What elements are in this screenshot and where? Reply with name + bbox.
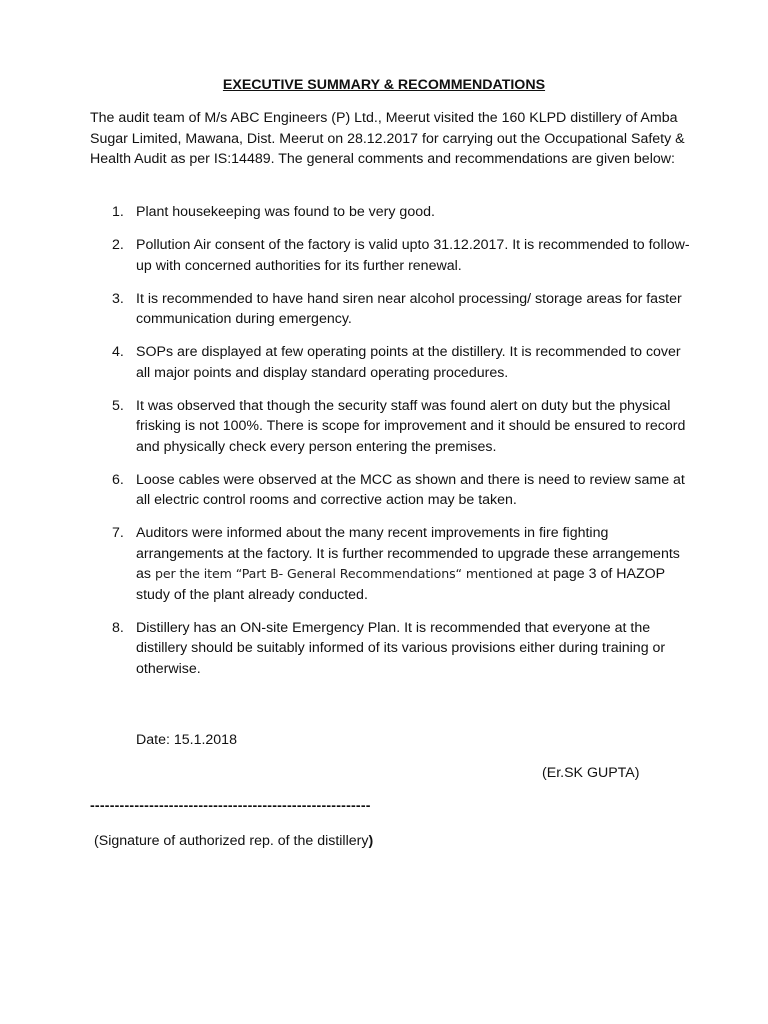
signer-name: (Er.SK GUPTA): [542, 765, 640, 781]
list-item-number: 6.: [112, 471, 124, 488]
document-date: Date: 15.1.2018: [136, 732, 237, 748]
list-item: [90, 235, 690, 276]
list-item-text-part-c: page 3 of HAZOP study of the plant already conducted.: [136, 566, 665, 603]
list-item-text: Plant housekeeping was found to be very good.: [136, 204, 435, 220]
list-item-number: 3.: [112, 290, 124, 307]
signature-label-text: (Signature of authorized rep. of the distillery: [94, 833, 369, 849]
signature-dash-line: ---------------------------------------------------------: [90, 798, 371, 814]
list-item: [90, 470, 690, 511]
list-item-number: 8.: [112, 619, 124, 636]
intro-paragraph: The audit team of M/s ABC Engineers (P) Ltd., Meerut visited the 160 KLPD distillery of Amba Sugar Limited, Mawana, Dist. Meerut on 28.12.2017 for carrying out the Occupational Safety & Health Audit as per IS:14489. The general comments and recommendations are given below:: [90, 110, 685, 167]
recommendations-list: [90, 202, 690, 692]
list-item: [90, 289, 690, 330]
list-item-text: Distillery has an ON-site Emergency Plan. It is recommended that everyone at the distillery should be suitably informed of its various provisions either during training or otherwise.: [136, 619, 666, 677]
list-item-number: 7.: [112, 525, 124, 541]
list-item: [90, 523, 690, 605]
list-item-number: 2.: [112, 237, 124, 253]
list-item: [90, 618, 690, 680]
document-title: EXECUTIVE SUMMARY & RECOMMENDATIONS: [222, 77, 546, 93]
list-item: [90, 396, 690, 458]
list-item-text: It is recommended to have hand siren near alcohol processing/ storage areas for faster communication during emergency.: [136, 290, 682, 327]
list-item-text: SOPs are displayed at few operating points at the distillery. It is recommended to cover all major points and display standard operating procedures.: [136, 344, 681, 381]
list-item: [90, 342, 690, 383]
list-item-text: Loose cables were observed at the MCC as shown and there is need to review same at all electric control rooms and corrective action may be taken.: [136, 471, 685, 508]
list-item-number: 4.: [112, 344, 124, 360]
list-item-text: It was observed that though the security staff was found alert on duty but the physical frisking is not 100%. There is scope for improvement and it should be ensured to record and physically check every person entering the premises.: [136, 397, 686, 455]
list-item-number: 1.: [112, 204, 124, 220]
list-item-text: Pollution Air consent of the factory is valid upto 31.12.2017. It is recommended to follow-up with concerned authorities for its further renewal.: [136, 237, 690, 274]
list-item-text-part-b: per the item “Part B- General Recommendations“ mentioned at: [154, 566, 550, 581]
list-item-number: 5.: [112, 397, 124, 414]
signature-label-close: ): [368, 833, 374, 849]
list-item: [90, 202, 690, 223]
list-item-text-part-a: Auditors were informed about the many recent improvements in fire fighting arrangements at the factory. It is further recommended to upgrade these arrangements as: [136, 525, 680, 582]
signature-label: [94, 831, 373, 852]
